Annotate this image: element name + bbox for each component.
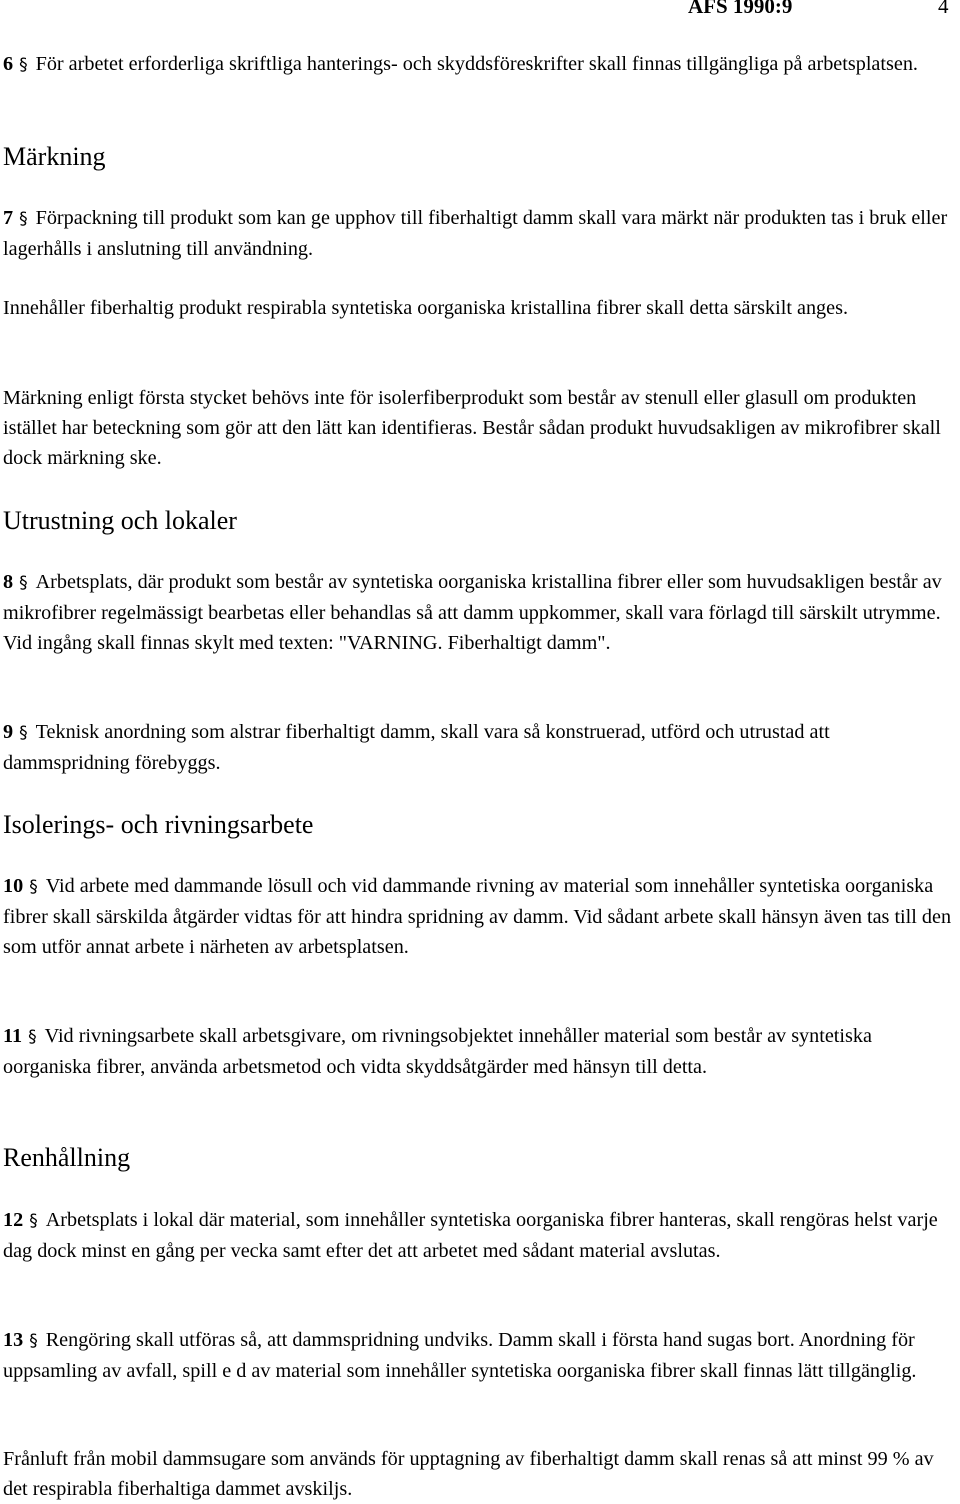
paragraph-number: 12 xyxy=(3,1209,24,1231)
section-sign: § xyxy=(29,877,38,897)
heading-insulation: Isolerings- och rivningsarbete xyxy=(3,810,314,839)
paragraph-number: 8 xyxy=(3,571,14,593)
paragraph-text: Arbetsplats i lokal där material, som innehåller syntetiska oorganiska fibrer hanteras, skall rengöras helst varje dag dock minst en gång per vecka samt efter det att arbetet med sådant material avslutas. xyxy=(3,1209,938,1262)
paragraph-13 xyxy=(3,1325,958,1386)
paragraph-7-c: Märkning enligt första stycket behövs inte för isolerfiberprodukt som består av stenull eller glasull om produkten istället har beteckning som gör att den lätt kan identifieras. Består sådan produkt huvudsakligen av mikrofibrer skall dock märkning ske. xyxy=(3,387,941,469)
paragraph-text: För arbetet erforderliga skriftliga hanterings- och skyddsföreskrifter skall finnas tillgängliga på arbetsplatsen. xyxy=(35,53,918,75)
paragraph-7-b: Innehåller fiberhaltig produkt respirabla syntetiska oorganiska kristallina fibrer skall detta särskilt anges. xyxy=(3,297,849,319)
paragraph-text: Förpackning till produkt som kan ge upphov till fiberhaltigt damm skall vara märkt när produkten tas i bruk eller lagerhålls i anslutning till användning. xyxy=(3,207,948,260)
paragraph-10 xyxy=(3,871,958,962)
paragraph-number: 11 xyxy=(3,1025,23,1047)
paragraph-8 xyxy=(3,567,958,658)
section-sign: § xyxy=(19,209,28,229)
paragraph-12 xyxy=(3,1205,958,1266)
page-header xyxy=(0,0,960,24)
paragraph-text: Arbetsplats, där produkt som består av syntetiska oorganiska kristallina fibrer eller som huvudsakligen består av mikrofibrer regelmässigt bearbetas eller behandlas så att damm uppkommer, skall vara förlagd till särskilt utrymme. Vid ingång skall finnas skylt med texten: "VARNING. Fiberhaltigt damm". xyxy=(3,571,942,654)
paragraph-number: 13 xyxy=(3,1329,24,1351)
page-number: 4 xyxy=(938,0,949,18)
heading-marking: Märkning xyxy=(3,142,106,171)
section-sign: § xyxy=(19,55,28,75)
paragraph-11 xyxy=(3,1021,958,1082)
paragraph-text: Vid rivningsarbete skall arbetsgivare, om rivningsobjektet innehåller material som består av syntetiska oorganiska fibrer, använda arbetsmetod och vidta skyddsåtgärder med hänsyn till detta. xyxy=(3,1025,872,1078)
paragraph-text: Teknisk anordning som alstrar fiberhaltigt damm, skall vara så konstruerad, utförd och utrustad att dammspridning förebyggs. xyxy=(3,721,830,774)
paragraph-13-b: Frånluft från mobil dammsugare som används för upptagning av fiberhaltigt damm skall renas så att minst 99 % av det respirabla fiberhaltiga dammet avskiljs. xyxy=(3,1448,934,1500)
section-sign: § xyxy=(19,723,28,743)
paragraph-number: 6 xyxy=(3,53,14,75)
section-sign: § xyxy=(29,1211,38,1231)
section-sign: § xyxy=(28,1027,37,1047)
heading-equipment: Utrustning och lokaler xyxy=(3,506,237,535)
document-code: AFS 1990:9 xyxy=(688,0,793,18)
paragraph-6 xyxy=(3,49,958,80)
paragraph-9 xyxy=(3,717,958,778)
paragraph-7 xyxy=(3,203,958,264)
section-sign: § xyxy=(29,1331,38,1351)
paragraph-text: Rengöring skall utföras så, att dammspridning undviks. Damm skall i första hand sugas bort. Anordning för uppsamling av avfall, spill e d av material som innehåller syntetiska oorganiska fibrer skall finnas lätt tillgänglig. xyxy=(3,1329,917,1382)
heading-cleaning: Renhållning xyxy=(3,1143,131,1172)
paragraph-number: 9 xyxy=(3,721,14,743)
paragraph-number: 10 xyxy=(3,875,24,897)
section-sign: § xyxy=(19,573,28,593)
paragraph-text: Vid arbete med dammande lösull och vid dammande rivning av material som innehåller syntetiska oorganiska fibrer skall särskilda åtgärder vidtas för att hindra spridning av damm. Vid sådant arbete skall hänsyn även tas till den som utför annat arbete i närheten av arbetsplatsen. xyxy=(3,875,952,958)
paragraph-number: 7 xyxy=(3,207,14,229)
